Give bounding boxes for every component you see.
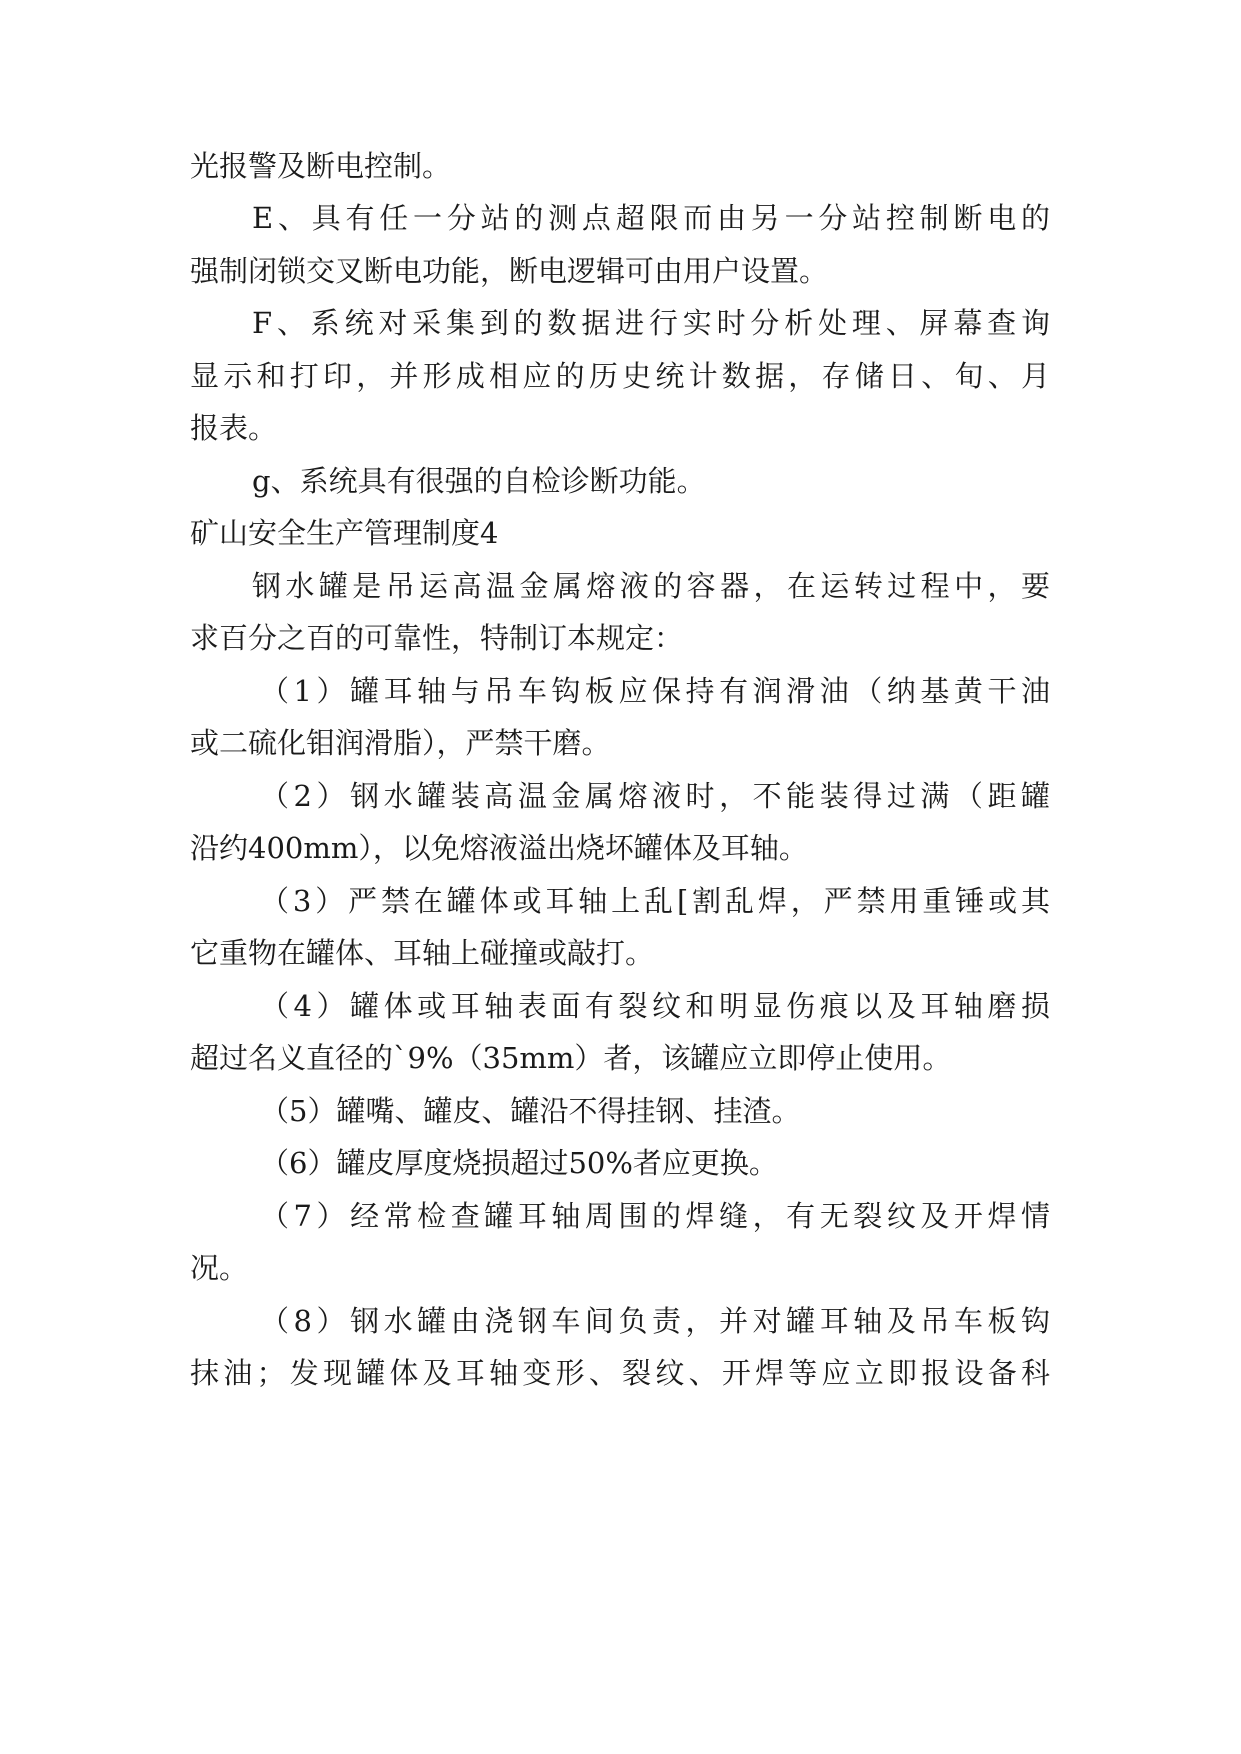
paragraph-line: g、系统具有很强的自检诊断功能。 <box>252 464 706 498</box>
paragraph-line: 求百分之百的可靠性，特制订本规定： <box>190 621 684 655</box>
list-item-line: （1）罐耳轴与吊车钩板应保持有润滑油（纳基黄干油 <box>260 674 1050 708</box>
paragraph-line: E、具有任一分站的测点超限而由另一分站控制断电的 <box>252 201 1050 235</box>
paragraph-line: F、系统对采集到的数据进行实时分析处理、屏幕查询 <box>252 306 1050 340</box>
paragraph-line: 钢水罐是吊运高温金属熔液的容器，在运转过程中，要 <box>252 569 1050 603</box>
list-item-line: 或二硫化钼润滑脂），严禁干磨。 <box>190 726 611 760</box>
list-item-line: （7）经常检查罐耳轴周围的焊缝，有无裂纹及开焊情 <box>260 1199 1050 1233</box>
list-item-line: （8）钢水罐由浇钢车间负责，并对罐耳轴及吊车板钩 <box>260 1304 1050 1338</box>
list-item-line: （2）钢水罐装高温金属熔液时，不能装得过满（距罐 <box>260 779 1050 813</box>
list-item-line: 沿约400mm），以免熔液溢出烧坏罐体及耳轴。 <box>190 831 808 865</box>
list-item-line: （4）罐体或耳轴表面有裂纹和明显伤痕以及耳轴磨损 <box>260 989 1050 1023</box>
list-item-line: 超过名义直径的`9%（35mm）者，该罐应立即停止使用。 <box>190 1041 952 1075</box>
paragraph-line: 强制闭锁交叉断电功能，断电逻辑可由用户设置。 <box>190 254 829 288</box>
list-item-line: （5）罐嘴、罐皮、罐沿不得挂钢、挂渣。 <box>260 1094 801 1128</box>
paragraph-line: 显示和打印，并形成相应的历史统计数据，存储日、旬、月 <box>190 359 1050 393</box>
list-item-line: 抹油；发现罐体及耳轴变形、裂纹、开焊等应立即报设备科 <box>190 1356 1050 1390</box>
section-heading: 矿山安全生产管理制度4 <box>190 516 499 550</box>
paragraph-line: 光报警及断电控制。 <box>190 149 452 183</box>
paragraph-line: 报表。 <box>190 411 278 445</box>
list-item-line: 况。 <box>190 1251 249 1285</box>
list-item-line: （6）罐皮厚度烧损超过50%者应更换。 <box>260 1146 778 1180</box>
list-item-line: 它重物在罐体、耳轴上碰撞或敲打。 <box>190 936 655 970</box>
list-item-line: （3）严禁在罐体或耳轴上乱[割乱焊，严禁用重锤或其 <box>260 884 1050 918</box>
